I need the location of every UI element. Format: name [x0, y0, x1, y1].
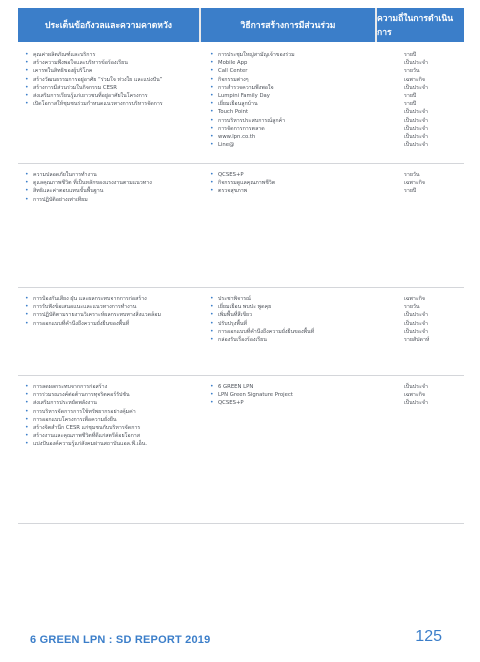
frequency-list	[404, 171, 464, 196]
list-item: • Line@	[210, 141, 375, 149]
methods-list	[210, 171, 375, 196]
page-footer	[30, 628, 442, 646]
list-item: เป็นประจำ	[404, 328, 428, 335]
list-item: • LPN Green Signature Project	[210, 391, 375, 399]
list-item: เป็นประจำ	[404, 312, 428, 319]
list-item: • สิทธิและค่าตอบแทนขั้นพื้นฐาน	[25, 187, 195, 195]
list-item: • กิจกรรมต่างๆ	[210, 76, 375, 84]
table-row	[18, 164, 464, 288]
list-item: • Touch Point	[210, 108, 375, 116]
list-item: รายปี	[404, 93, 417, 100]
list-item: เป็นประจำ	[404, 117, 428, 124]
list-item: • การบริหารประสบการณ์ลูกค้า	[210, 117, 375, 125]
list-item: • ส่งเสริมการประหยัดพลังงาน	[25, 399, 195, 407]
list-item: • การบริหารจัดการการใช้ทรัพยากรอย่างคุ้มค่า	[25, 408, 195, 416]
list-item: เป็นประจำ	[404, 109, 428, 116]
header-methods: วิธีการสร้างการมีส่วนร่วม	[201, 8, 375, 42]
report-title: 6 GREEN LPN : SD REPORT 2019	[30, 634, 211, 646]
methods-list	[210, 295, 375, 344]
list-item: เฉพาะกิจ	[404, 296, 426, 302]
list-item: • การออกแบบที่คำนึงถึงความยั่งยืนของพื้นที่	[210, 328, 375, 336]
list-item: รายปี	[404, 52, 417, 58]
concerns-cell	[18, 376, 199, 523]
list-item: เฉพาะกิจ	[404, 76, 426, 83]
methods-cell	[201, 288, 375, 375]
list-item: เฉพาะกิจ	[404, 180, 426, 187]
list-item: • สร้างวัฒนธรรมการอยู่อาศัย “ร่วมใจ ห่วงใย และแบ่งปัน”	[25, 76, 195, 84]
list-item: เป็นประจำ	[404, 84, 428, 91]
methods-list	[210, 51, 375, 149]
list-item: • การสำรวจความพึงพอใจ	[210, 84, 375, 92]
list-item: • Mobile App	[210, 59, 375, 67]
list-item: • เคารพในสิทธิของผู้บริโภค	[25, 67, 195, 75]
list-item: • สร้างความพึงพอใจและบริหารข้อร้องเรียน	[25, 59, 195, 67]
list-item: รายวัน	[404, 172, 420, 178]
list-item: • ปรับปรุงพื้นที่	[210, 320, 375, 328]
list-item: • การปฏิบัติอย่างเท่าเทียม	[25, 196, 195, 204]
list-item: • การรับฟังข้อเสนอแนะและแนวทางการทำงาน	[25, 303, 195, 311]
frequency-list	[404, 295, 464, 344]
list-item: เป็นประจำ	[404, 125, 428, 132]
methods-cell	[201, 376, 375, 523]
list-item: • QCSES+P	[210, 171, 375, 179]
list-item: รายปี	[404, 188, 417, 195]
list-item: • การจัดการการตลาด	[210, 125, 375, 133]
list-item: • สร้างการมีส่วนร่วมในกิจกรรม CESR	[25, 84, 195, 92]
header-concerns: ประเด็นข้อกังวลและความคาดหวัง	[18, 8, 199, 42]
list-item: รายปี	[404, 101, 417, 108]
list-item: • ความปลอดภัยในการทำงาน	[25, 171, 195, 179]
list-item: เป็นประจำ	[404, 384, 428, 390]
list-item: • การลดผลกระทบจากการก่อสร้าง	[25, 383, 195, 391]
concerns-cell	[18, 164, 199, 287]
table-row	[18, 376, 464, 524]
list-item: • www.lpn.co.th	[210, 133, 375, 141]
list-item: • กิจกรรมดูแลคุณภาพชีวิต	[210, 179, 375, 187]
frequency-list	[404, 383, 464, 408]
list-item: • การป้องกันเสียง ฝุ่น และผลกระทบจากการก่อสร้าง	[25, 295, 195, 303]
list-item: • การออกแบบที่คำนึงถึงความยั่งยืนของพื้นที่	[25, 320, 195, 328]
table-header	[18, 8, 464, 42]
list-item: • QCSES+P	[210, 399, 375, 407]
table-row	[18, 288, 464, 376]
frequency-cell	[377, 288, 464, 375]
list-item: • ประชาพิจารณ์	[210, 295, 375, 303]
list-item: • การออกแบบโครงการเพื่อความยั่งยืน	[25, 416, 195, 424]
list-item: เป็นประจำ	[404, 134, 428, 141]
list-item: • เยี่ยมเยือน พบปะ พูดคุย	[210, 303, 375, 311]
list-item: • การปฏิบัติตามรายงานวิเคราะห์ผลกระทบทางสิ่งแวดล้อม	[25, 311, 195, 319]
concerns-list	[25, 51, 195, 108]
frequency-cell	[377, 164, 464, 287]
list-item: เฉพาะกิจ	[404, 392, 426, 399]
list-item: เป็นประจำ	[404, 142, 428, 149]
page-number: 125	[415, 628, 442, 645]
list-item: • ส่งเสริมการเรียนรู้แก่เยาวชนที่อยู่อาศัยในโครงการ	[25, 92, 195, 100]
list-item: • กล่องรับเรื่องร้องเรียน	[210, 336, 375, 344]
list-item: รายวัน	[404, 68, 420, 75]
concerns-cell	[18, 44, 199, 163]
list-item: เป็นประจำ	[404, 60, 428, 67]
list-item: เป็นประจำ	[404, 320, 428, 327]
concerns-list	[25, 171, 195, 204]
list-item: • ดูแลคุณภาพชีวิต ที่เป็นหลักของแรงงานตามแนวทาง	[25, 179, 195, 187]
methods-list	[210, 383, 375, 408]
frequency-cell	[377, 44, 464, 163]
list-item: • เปิดโอกาสให้ชุมชนร่วมกำหนดแนวทางการบริหารจัดการ	[25, 100, 195, 108]
list-item: • เยี่ยมเยือนลูกบ้าน	[210, 100, 375, 108]
list-item: • Lumpini Family Day	[210, 92, 375, 100]
list-item: • คุณค่าผลิตภัณฑ์และบริการ	[25, 51, 195, 59]
concerns-list	[25, 383, 195, 449]
list-item: เป็นประจำ	[404, 400, 428, 407]
list-item: • สร้างจิตสำนึก CESR แก่ชุมชนกับบริหารจัดการ	[25, 424, 195, 432]
list-item: • การร่วมรณรงค์ต่อต้านการทุจริตคอร์รัปชัน	[25, 391, 195, 399]
table-row	[18, 44, 464, 164]
list-item: • การประชุมใหญ่สามัญเจ้าของร่วม	[210, 51, 375, 59]
list-item: • เพิ่มพื้นที่สีเขียว	[210, 311, 375, 319]
header-frequency: ความถี่ในการดำเนินการ	[377, 8, 464, 42]
frequency-list	[404, 51, 464, 149]
methods-cell	[201, 164, 375, 287]
list-item: • ตรวจสุขภาพ	[210, 187, 375, 195]
concerns-cell	[18, 288, 199, 375]
list-item: • 6 GREEN LPN	[210, 383, 375, 391]
methods-cell	[201, 44, 375, 163]
concerns-list	[25, 295, 195, 328]
list-item: รายสัปดาห์	[404, 337, 430, 344]
list-item: • สร้างงานและคุณภาพชีวิตที่ดีแก่สตรีด้อยโอกาส	[25, 432, 195, 440]
list-item: • Call Center	[210, 67, 375, 75]
list-item: รายวัน	[404, 304, 420, 311]
list-item: • แบ่งปันองค์ความรู้แก่สังคมผ่านสถาบันแอล.พี.เอ็น.	[25, 440, 195, 448]
frequency-cell	[377, 376, 464, 523]
